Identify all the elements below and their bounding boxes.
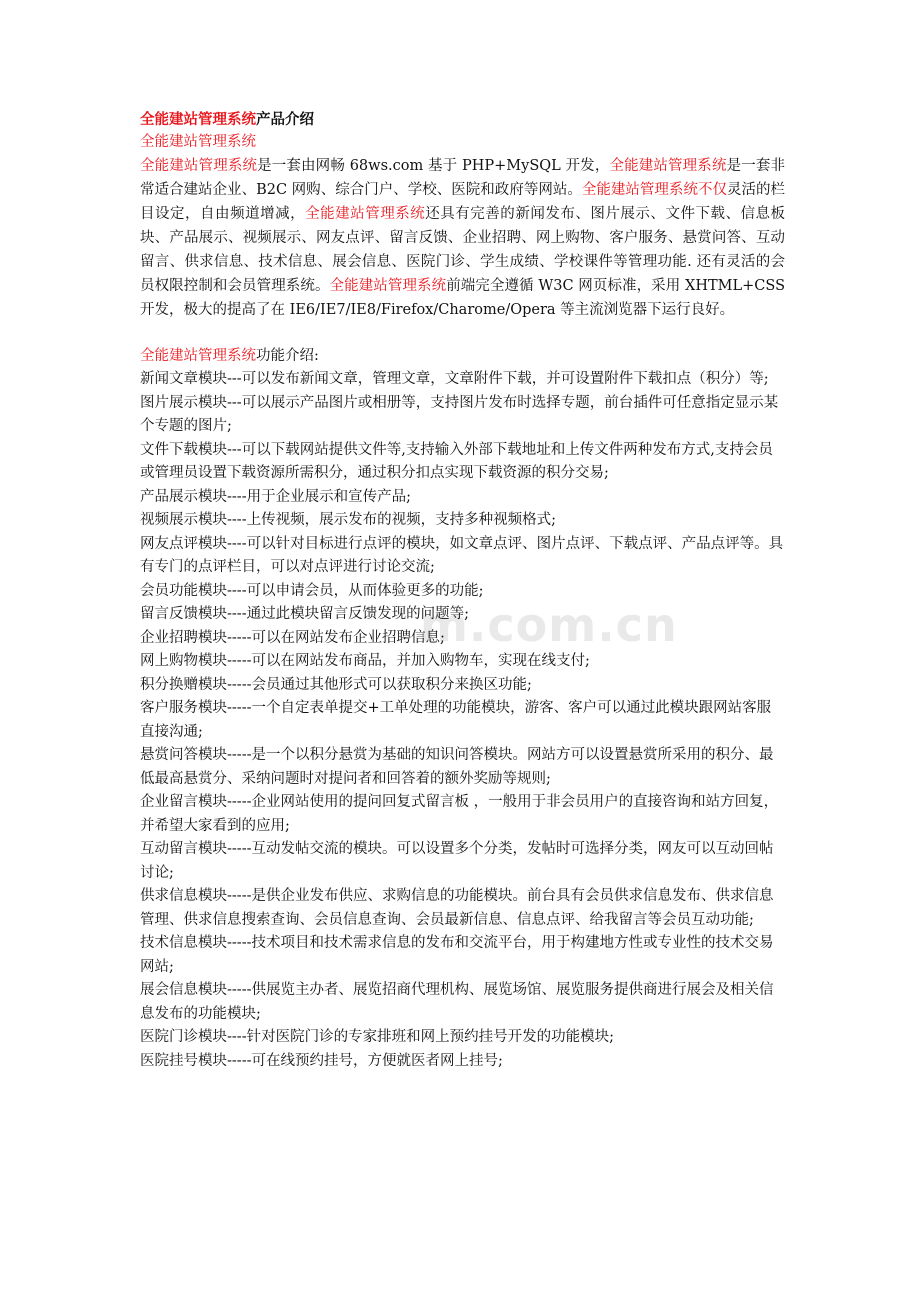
module-item: 网上购物模块-----可以在网站发布商品，并加入购物车，实现在线支付; bbox=[140, 653, 590, 669]
intro-highlight: 全能建站管理系统不仅 bbox=[581, 182, 727, 198]
module-item: 积分换赠模块-----会员通过其他形式可以获取积分来换区功能; bbox=[140, 676, 532, 693]
module-item: 展会信息模块-----供展览主办者、展览招商代理机构、展览场馆、展览服务提供商进行展会及相关信息发布的功能模块; bbox=[140, 982, 774, 1022]
module-item: 企业招聘模块-----可以在网站发布企业招聘信息; bbox=[140, 629, 445, 646]
intro-text: 是一套非常适合建站企业、B2C 网购、综合门户、学校、医院和政府等网站。 bbox=[140, 158, 786, 198]
module-item: 医院门诊模块----针对医院门诊的专家排班和网上预约挂号开发的功能模块; bbox=[140, 1029, 614, 1045]
intro-highlight: 全能建站管理系统 bbox=[140, 158, 258, 174]
module-item: 网友点评模块----可以针对目标进行点评的模块，如文章点评、图片点评、下载点评、产品点评等。具有专门的点评栏目，可以对点评进行讨论交流; bbox=[140, 535, 784, 575]
module-item: 医院挂号模块-----可在线预约挂号，方便就医者网上挂号; bbox=[140, 1052, 503, 1069]
module-item: 供求信息模块-----是供企业发布供应、求购信息的功能模块。前台具有会员供求信息发布、供求信息管理、供求信息搜索查询、会员信息查询、会员最新信息、信息点评、给我留言等会员互动功能; bbox=[140, 888, 774, 928]
features-heading-rest: 功能介绍: bbox=[256, 348, 319, 364]
module-item: 视频展示模块----上传视频，展示发布的视频，支持多种视频格式; bbox=[140, 512, 556, 528]
module-item: 会员功能模块----可以申请会员，从而体验更多的功能; bbox=[140, 582, 484, 599]
features-heading bbox=[140, 345, 785, 368]
module-item: 企业留言模块-----企业网站使用的提问回复式留言板 ，一般用于非会员用户的直接咨询和站方回复，并希望大家看到的应用; bbox=[140, 794, 779, 834]
document-page bbox=[140, 108, 785, 1073]
title-rest: 产品介绍 bbox=[256, 111, 314, 128]
module-item: 留言反馈模块----通过此模块留言反馈发现的问题等; bbox=[140, 606, 469, 622]
intro-highlight: 全能建站管理系统 bbox=[329, 278, 447, 294]
module-item: 技术信息模块-----技术项目和技术需求信息的发布和交流平台，用于构建地方性或专业性的技术交易网站; bbox=[140, 935, 774, 975]
module-item: 产品展示模块----用于企业展示和宣传产品; bbox=[140, 488, 411, 505]
module-item: 客户服务模块-----一个自定表单提交+工单处理的功能模块，游客、客户可以通过此模块跟网站客服直接沟通; bbox=[140, 700, 772, 740]
title-red-part: 全能建站管理系统 bbox=[140, 111, 256, 128]
watermark: m.com.cn bbox=[420, 598, 678, 652]
intro-text: 灵活的栏目设定，自由频道增减， bbox=[140, 182, 786, 222]
features-heading-red: 全能建站管理系统 bbox=[140, 348, 256, 364]
intro-text: 前端完全遵循 W3C 网页标准，采用 XHTML+CSS 开发，极大的提高了在 IE6/IE7/IE8/Firefox/Charome/Opera 等主流浏览器下运行良好。 bbox=[140, 278, 786, 318]
page-title bbox=[140, 108, 785, 131]
intro-highlight: 全能建站管理系统 bbox=[305, 206, 426, 222]
module-item: 悬赏问答模块-----是一个以积分悬赏为基础的知识问答模块。网站方可以设置悬赏所采用的积分、最低最高悬赏分、采纳问题时对提问者和回答着的额外奖励等规则; bbox=[140, 747, 774, 787]
module-list bbox=[140, 368, 785, 1073]
module-item: 文件下载模块---可以下载网站提供文件等,支持输入外部下载地址和上传文件两种发布方式,支持会员或管理员设置下载资源所需积分，通过积分扣点实现下载资源的积分交易; bbox=[140, 441, 773, 481]
intro-text: 是一套由网畅 68ws.com 基于 PHP+MySQL 开发， bbox=[257, 158, 610, 174]
intro-text: 还具有完善的新闻发布、图片展示、文件下载、信息板块、产品展示、视频展示、网友点评、留言反馈、企业招聘、网上购物、客户服务、悬赏问答、互动留言、供求信息、技术信息、展会信息、医院门诊、学生成绩、学校课件等管理功能. 还有灵活的会员权限控制和会员管理系统。 bbox=[140, 206, 786, 294]
intro-paragraph bbox=[140, 154, 785, 322]
module-item: 新闻文章模块---可以发布新闻文章，管理文章，文章附件下载，并可设置附件下载扣点（积分）等; bbox=[140, 371, 769, 387]
module-item: 互动留言模块-----互动发帖交流的模块。可以设置多个分类，发帖时可选择分类，网友可以互动回帖讨论; bbox=[140, 841, 774, 881]
intro-highlight: 全能建站管理系统 bbox=[609, 158, 727, 174]
spacer bbox=[140, 322, 785, 345]
subtitle: 全能建站管理系统 bbox=[140, 134, 256, 150]
module-item: 图片展示模块---可以展示产品图片或相册等，支持图片发布时选择专题，前台插件可任意指定显示某个专题的图片; bbox=[140, 394, 779, 434]
